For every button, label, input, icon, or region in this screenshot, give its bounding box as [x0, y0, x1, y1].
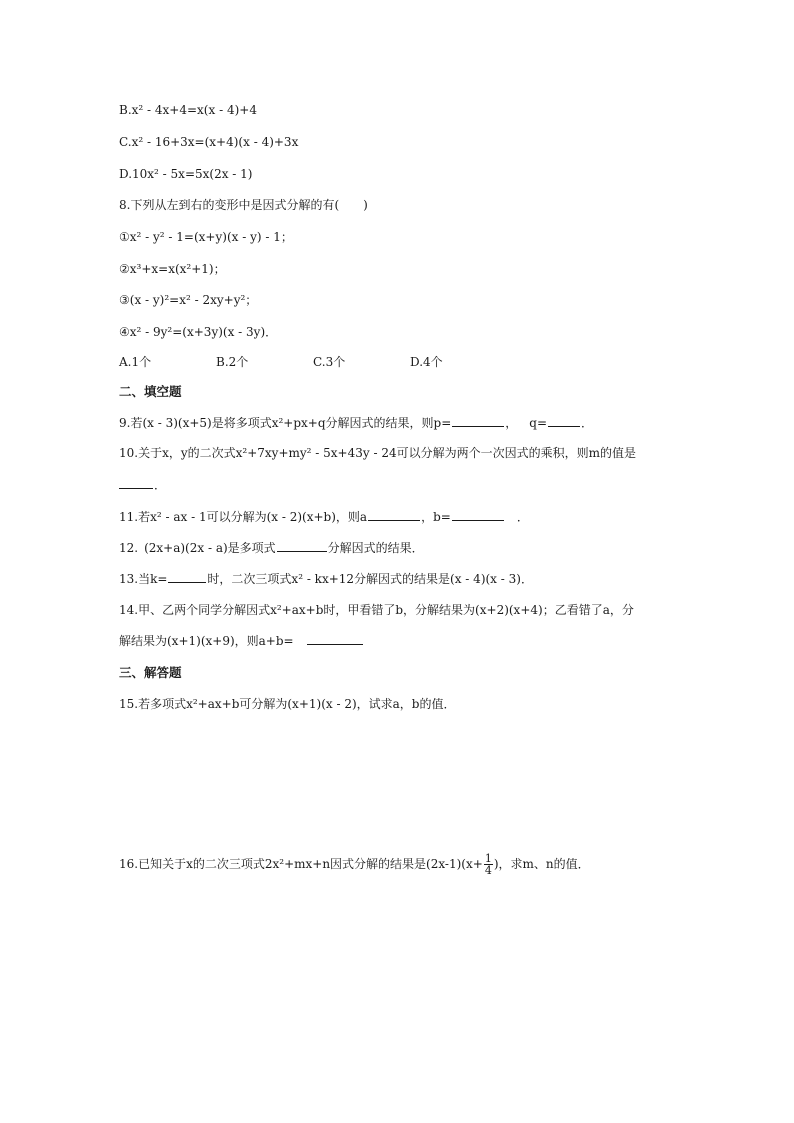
- q8-statement-2: ②x³+x=x(x²+1)；: [119, 262, 226, 276]
- option-c: C.x² - 16+3x=(x+4)(x - 4)+3x: [119, 135, 299, 149]
- q13-blank-k[interactable]: [168, 570, 206, 583]
- q9-text-a: 9.若(x - 3)(x+5)是将多项式x²+px+q分解因式的结果，则p=: [119, 416, 452, 430]
- q12-blank[interactable]: [277, 539, 327, 552]
- q9-text-b: ， q=: [505, 416, 548, 430]
- option-b: B.x² - 4x+4=x(x - 4)+4: [119, 103, 257, 117]
- q10-text-b: ．: [154, 478, 167, 492]
- q11-text-b: ，b=: [421, 510, 451, 524]
- q14-blank-ab[interactable]: [307, 632, 363, 645]
- q8-options: [119, 353, 507, 371]
- section-fill-heading: 二、填空题: [119, 384, 182, 399]
- q8-option-b: B.2个: [216, 355, 249, 369]
- q8-option-a: A.1个: [119, 355, 152, 369]
- question-14: 14.甲、乙两个同学分解因式x²+ax+b时，甲看错了b，分解结果为(x+2)(x+4)；乙看错了a，分: [119, 603, 634, 617]
- question-13: [119, 570, 533, 588]
- q11-blank-a[interactable]: [368, 508, 420, 521]
- question-15: 15.若多项式x²+ax+b可分解为(x+1)(x - 2)，试求a，b的值．: [119, 697, 456, 711]
- question-8: 8.下列从左到右的变形中是因式分解的有( ): [119, 198, 368, 212]
- q16-fraction-numerator: 1: [484, 852, 492, 865]
- q16-text-a: 16.已知关于x的二次三项式2x²+mx+n因式分解的结果是(2x-1)(x+: [119, 857, 483, 871]
- q8-option-d: D.4个: [410, 355, 443, 369]
- q8-option-c: C.3个: [313, 355, 346, 369]
- q8-statement-1: ①x² - y² - 1=(x+y)(x - y) - 1；: [119, 230, 293, 244]
- q13-text-a: 13.当k=: [119, 572, 168, 586]
- q11-blank-b[interactable]: [452, 508, 504, 521]
- q8-statement-3: ③(x - y)²=x² - 2xy+y²；: [119, 293, 258, 307]
- q8-statement-4: ④x² - 9y²=(x+3y)(x - 3y)．: [119, 325, 278, 339]
- q14-text-b: 解结果为(x+1)(x+9)，则a+b=: [119, 634, 306, 648]
- question-14-cont: [119, 632, 364, 650]
- q11-text-c: ．: [516, 510, 529, 524]
- q9-blank-q[interactable]: [548, 414, 580, 427]
- question-9: [119, 414, 593, 432]
- question-11: [119, 508, 529, 526]
- q9-text-c: ．: [581, 416, 594, 430]
- q12-text-b: 分解因式的结果．: [327, 541, 424, 555]
- section-solve-heading: 三、解答题: [119, 665, 182, 680]
- question-10-cont: [119, 476, 166, 494]
- q16-fraction-denominator: 4: [484, 864, 492, 877]
- q16-fraction: [484, 853, 493, 876]
- q9-blank-p[interactable]: [452, 414, 504, 427]
- question-12: [119, 539, 424, 557]
- q11-text-a: 11.若x² - ax - 1可以分解为(x - 2)(x+b)，则a: [119, 510, 368, 524]
- option-d: D.10x² - 5x=5x(2x - 1): [119, 167, 253, 181]
- q16-text-b: )，求m、n的值．: [493, 857, 590, 871]
- q10-blank-m[interactable]: [119, 476, 153, 489]
- q12-text-a: 12. (2x+a)(2x - a)是多项式: [119, 541, 276, 555]
- question-16: [119, 852, 590, 876]
- q13-text-b: 时，二次三项式x² - kx+12分解因式的结果是(x - 4)(x - 3)．: [207, 572, 533, 586]
- question-10: 10.关于x，y的二次式x²+7xy+my² - 5x+43y - 24可以分解为两个一次因式的乘积，则m的值是: [119, 446, 636, 460]
